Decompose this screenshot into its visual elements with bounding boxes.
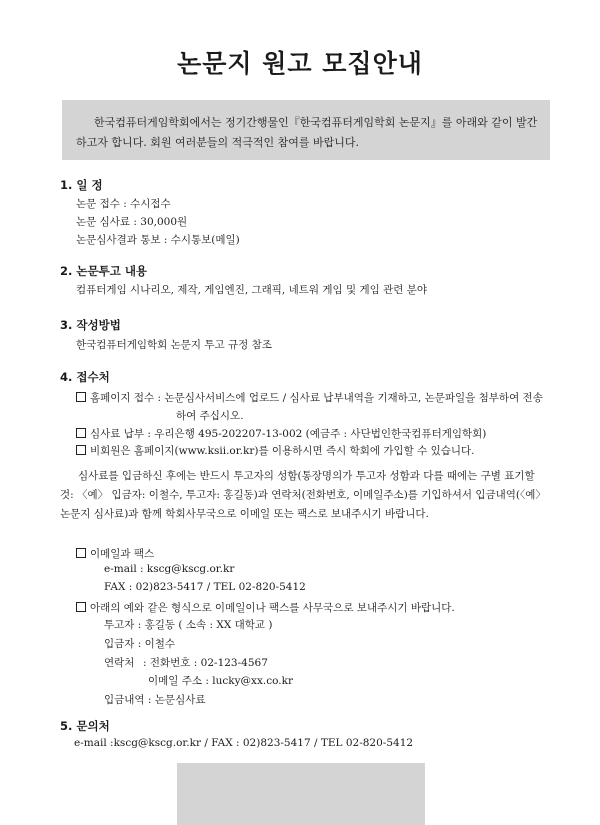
intro-line-1: 한국컴퓨터게임학회에서는 정기간행물인『한국컴퓨터게임학회 논문지』를 아래와 같이 발간	[94, 116, 538, 129]
para-line-3: 논문지 심사료)과 함께 학회사무국으로 이메일 또는 팩스로 보내주시기 바랍니다.	[60, 508, 429, 520]
checkbox-icon	[76, 548, 86, 558]
checkbox-icon	[76, 392, 86, 402]
example-header	[76, 600, 455, 615]
submit-nonmember	[76, 443, 475, 458]
intro-line-2: 하고자 합니다. 회원 여러분들의 적극적인 참여를 바랍니다.	[76, 136, 359, 149]
section-3-heading: 3. 작성방법	[60, 318, 121, 332]
schedule-fee: 논문 심사료 : 30,000원	[76, 216, 188, 228]
example-header-text: 아래의 예와 같은 형식으로 이메일이나 팩스를 사무국으로 보내주시기 바랍니다.	[90, 602, 455, 614]
example-email: 이메일 주소 : lucky@xx.co.kr	[148, 675, 293, 687]
checkbox-icon	[76, 445, 86, 455]
section-5-heading: 5. 문의처	[60, 719, 110, 733]
instruction-paragraph	[60, 467, 548, 524]
example-phone: : 전화번호 : 02-123-4567	[143, 657, 268, 669]
intro-box	[62, 100, 550, 160]
section-2-heading: 2. 논문투고 내용	[60, 264, 148, 278]
example-depositor: 입금자 : 이철수	[104, 638, 176, 650]
para-line-2: 것: 〈예〉 입금자: 이철수, 투고자: 홍길동)과 연락처(전화번호, 이메일주소)를 기입하셔서 입금내역(〈예〉	[60, 489, 546, 501]
submit-homepage-cont: 하여 주십시오.	[176, 410, 244, 422]
page-title: 논문지 원고 모집안내	[177, 49, 423, 78]
example-contact-label: 연락처	[104, 657, 135, 669]
schedule-notice: 논문심사결과 통보 : 수시통보(메일)	[76, 234, 240, 246]
inquiry-text: e-mail :kscg@kscg.or.kr / FAX : 02)823-5417 / TEL 02-820-5412	[74, 737, 414, 749]
example-author: 투고자 : 홍길동 ( 소속 : XX 대학교 )	[104, 619, 273, 631]
contact-header-text: 이메일과 팩스	[90, 548, 155, 560]
section-1-heading: 1. 일 정	[60, 178, 103, 192]
section-4-heading: 4. 접수처	[60, 370, 110, 384]
topics-text: 컴퓨터게임 시나리오, 제작, 게임엔진, 그래픽, 네트워 게임 및 게임 관련 분야	[76, 284, 428, 296]
submit-homepage	[76, 390, 543, 405]
submit-nonmember-text: 비회원은 홈페이지(www.ksii.or.kr)를 이용하시면 즉시 학회에 가입할 수 있습니다.	[90, 445, 475, 457]
contact-fax: FAX : 02)823-5417 / TEL 02-820-5412	[104, 581, 306, 593]
contact-header	[76, 546, 154, 561]
contact-email: e-mail : kscg@kscg.or.kr	[104, 563, 235, 575]
example-deposit: 입금내역 : 논문심사료	[104, 694, 206, 706]
schedule-submission: 논문 접수 : 수시접수	[76, 198, 171, 210]
checkbox-icon	[76, 602, 86, 612]
para-line-1: 심사료를 입금하신 후에는 반드시 투고자의 성함(통장명의가 투고자 성함과 다를 때에는 구별 표기할	[78, 470, 535, 482]
checkbox-icon	[76, 428, 86, 438]
guideline-text: 한국컴퓨터게임학회 논문지 투고 규정 참조	[76, 339, 272, 351]
submit-fee-text: 심사료 납부 : 우리은행 495-202207-13-002 (예금주 : 사단법인한국컴퓨터게임학회)	[90, 428, 487, 440]
submit-homepage-text: 홈페이지 접수 : 논문심사서비스에 업로드 / 심사료 납부내역을 기재하고, 논문파일을 첨부하여 전송	[90, 392, 543, 404]
footer-shade	[177, 763, 425, 825]
submit-fee	[76, 426, 486, 441]
